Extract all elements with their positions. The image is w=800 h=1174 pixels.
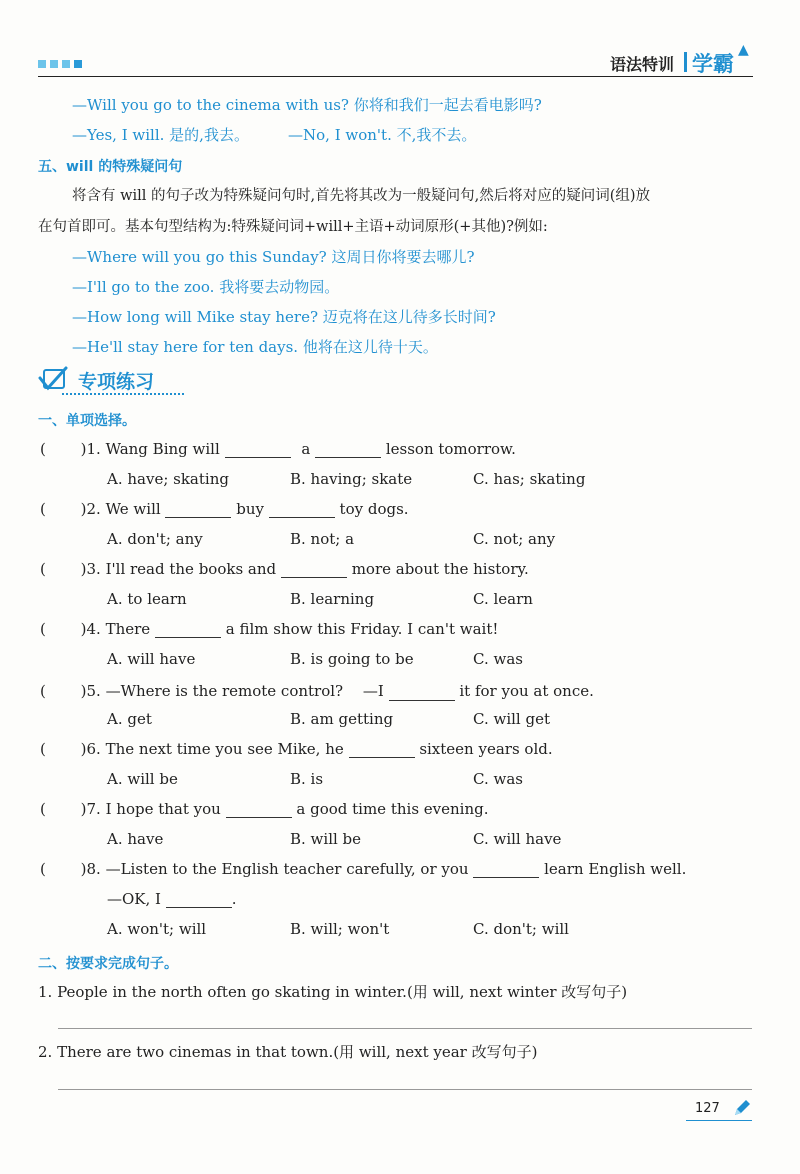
- question-row: [40, 800, 489, 818]
- answer-blank[interactable]: [166, 893, 232, 908]
- option-a[interactable]: A. to learn: [107, 590, 187, 608]
- question-text: a film show this Friday. I can't wait!: [225, 620, 499, 638]
- question-row: [40, 500, 409, 518]
- section5-heading: 五、will 的特殊疑问句: [38, 159, 183, 175]
- question-number: )2.: [80, 500, 101, 518]
- question-number: )1.: [80, 440, 101, 458]
- question-text: buy: [236, 500, 264, 518]
- answer-paren: (: [40, 560, 46, 578]
- option-b[interactable]: B. learning: [290, 590, 375, 608]
- question-row: [40, 440, 516, 458]
- header-decor-square: [62, 60, 70, 68]
- option-b[interactable]: B. will; won't: [290, 920, 390, 938]
- question-period: .: [231, 890, 237, 908]
- answer-blank[interactable]: [155, 623, 221, 638]
- answer-line[interactable]: [58, 1028, 752, 1029]
- answer-paren: (: [40, 800, 46, 818]
- question-line-2: [107, 890, 237, 908]
- header-rule: [38, 76, 753, 77]
- option-c[interactable]: C. has; skating: [473, 470, 586, 488]
- answer-blank[interactable]: [315, 443, 381, 458]
- part1-heading: 一、单项选择。: [38, 413, 136, 429]
- question-row: [40, 620, 498, 638]
- brand-logo: 学霸: [692, 52, 734, 76]
- section5-para-2: 在句首即可。基本句型结构为:特殊疑问词+will+主语+动词原形(+其他)?例如:: [38, 219, 548, 235]
- footer-rule: [686, 1120, 752, 1121]
- answer-paren: (: [40, 740, 46, 758]
- question-text: —Listen to the English teacher carefully, or you: [105, 860, 469, 878]
- option-a[interactable]: A. will have: [107, 650, 196, 668]
- question-text: —Where is the remote control? —I: [105, 682, 384, 700]
- option-b[interactable]: B. not; a: [290, 530, 355, 548]
- pen-check-icon: [36, 364, 72, 394]
- example-line: —Where will you go this Sunday? 这周日你将要去哪儿?: [72, 248, 475, 266]
- option-c[interactable]: C. not; any: [473, 530, 556, 548]
- option-a[interactable]: A. get: [107, 710, 152, 728]
- banner-underline: [62, 393, 184, 395]
- question-text: We will: [105, 500, 161, 518]
- answer-paren: (: [40, 500, 46, 518]
- question-number: )7.: [80, 800, 101, 818]
- graduation-cap-icon: ▲: [738, 42, 749, 58]
- section5-para-1: 将含有 will 的句子改为特殊疑问句时,首先将其改为一般疑问句,然后将对应的疑问词(组)放: [72, 188, 651, 204]
- answer-blank[interactable]: [165, 503, 231, 518]
- dialog-line-1: —Will you go to the cinema with us? 你将和我们一起去看电影吗?: [72, 96, 542, 114]
- answer-blank[interactable]: [226, 803, 292, 818]
- example-line: —He'll stay here for ten days. 他将在这儿待十天。: [72, 338, 438, 356]
- header-title: 语法特训: [610, 55, 675, 74]
- page-number: 127: [695, 1101, 720, 1116]
- option-c[interactable]: C. was: [473, 650, 523, 668]
- header-decor-square: [38, 60, 46, 68]
- question-text: I'll read the books and: [105, 560, 277, 578]
- question-number: )3.: [80, 560, 101, 578]
- dialog-line-2a: —Yes, I will. 是的,我去。: [72, 126, 249, 144]
- question-text: I hope that you: [105, 800, 221, 818]
- task-text: 2. There are two cinemas in that town.(用 will, next year 改写句子): [38, 1043, 538, 1061]
- option-b[interactable]: B. having; skate: [290, 470, 413, 488]
- question-row: [40, 560, 529, 578]
- answer-paren: (: [40, 440, 46, 458]
- option-c[interactable]: C. will get: [473, 710, 550, 728]
- question-text: lesson tomorrow.: [385, 440, 516, 458]
- question-number: )4.: [80, 620, 101, 638]
- question-text: learn English well.: [544, 860, 687, 878]
- example-line: —I'll go to the zoo. 我将要去动物园。: [72, 278, 340, 296]
- question-text: There: [105, 620, 151, 638]
- question-text: The next time you see Mike, he: [105, 740, 344, 758]
- question-text: toy dogs.: [339, 500, 409, 518]
- answer-blank[interactable]: [269, 503, 335, 518]
- header-separator: [684, 52, 687, 72]
- option-b[interactable]: B. is: [290, 770, 324, 788]
- option-b[interactable]: B. am getting: [290, 710, 394, 728]
- option-b[interactable]: B. will be: [290, 830, 362, 848]
- example-line: —How long will Mike stay here? 迈克将在这儿待多长时间?: [72, 308, 496, 326]
- option-a[interactable]: A. don't; any: [107, 530, 203, 548]
- option-a[interactable]: A. have; skating: [107, 470, 229, 488]
- option-a[interactable]: A. won't; will: [107, 920, 207, 938]
- question-number: )8.: [80, 860, 101, 878]
- option-a[interactable]: A. will be: [107, 770, 178, 788]
- question-row: [40, 680, 594, 701]
- question-text: more about the history.: [351, 560, 529, 578]
- answer-paren: (: [40, 620, 46, 638]
- header-decor-square: [50, 60, 58, 68]
- question-text: Wang Bing will: [105, 440, 220, 458]
- header-decor-square: [74, 60, 82, 68]
- practice-banner-title: 专项练习: [78, 371, 155, 393]
- part2-heading: 二、按要求完成句子。: [38, 956, 178, 972]
- option-a[interactable]: A. have: [107, 830, 164, 848]
- question-text: a good time this evening.: [296, 800, 489, 818]
- pencil-icon: [732, 1098, 752, 1118]
- answer-blank[interactable]: [349, 743, 415, 758]
- option-c[interactable]: C. will have: [473, 830, 562, 848]
- question-text: it for you at once.: [459, 682, 594, 700]
- question-text: —OK, I: [107, 890, 161, 908]
- answer-blank[interactable]: [473, 863, 539, 878]
- question-row: [40, 740, 553, 758]
- option-c[interactable]: C. learn: [473, 590, 533, 608]
- task-text: 1. People in the north often go skating in winter.(用 will, next winter 改写句子): [38, 983, 628, 1001]
- answer-paren: (: [40, 682, 46, 700]
- answer-blank[interactable]: [225, 443, 291, 458]
- question-row: [40, 860, 686, 878]
- question-text: sixteen years old.: [419, 740, 553, 758]
- answer-blank[interactable]: [281, 563, 347, 578]
- question-number: )6.: [80, 740, 101, 758]
- answer-paren: (: [40, 860, 46, 878]
- option-b[interactable]: B. is going to be: [290, 650, 414, 668]
- answer-line[interactable]: [58, 1089, 752, 1090]
- option-c[interactable]: C. don't; will: [473, 920, 569, 938]
- question-text: a: [301, 440, 311, 458]
- answer-blank[interactable]: [389, 686, 455, 701]
- option-c[interactable]: C. was: [473, 770, 523, 788]
- dialog-line-2b: —No, I won't. 不,我不去。: [288, 126, 477, 144]
- question-number: )5.: [80, 682, 101, 700]
